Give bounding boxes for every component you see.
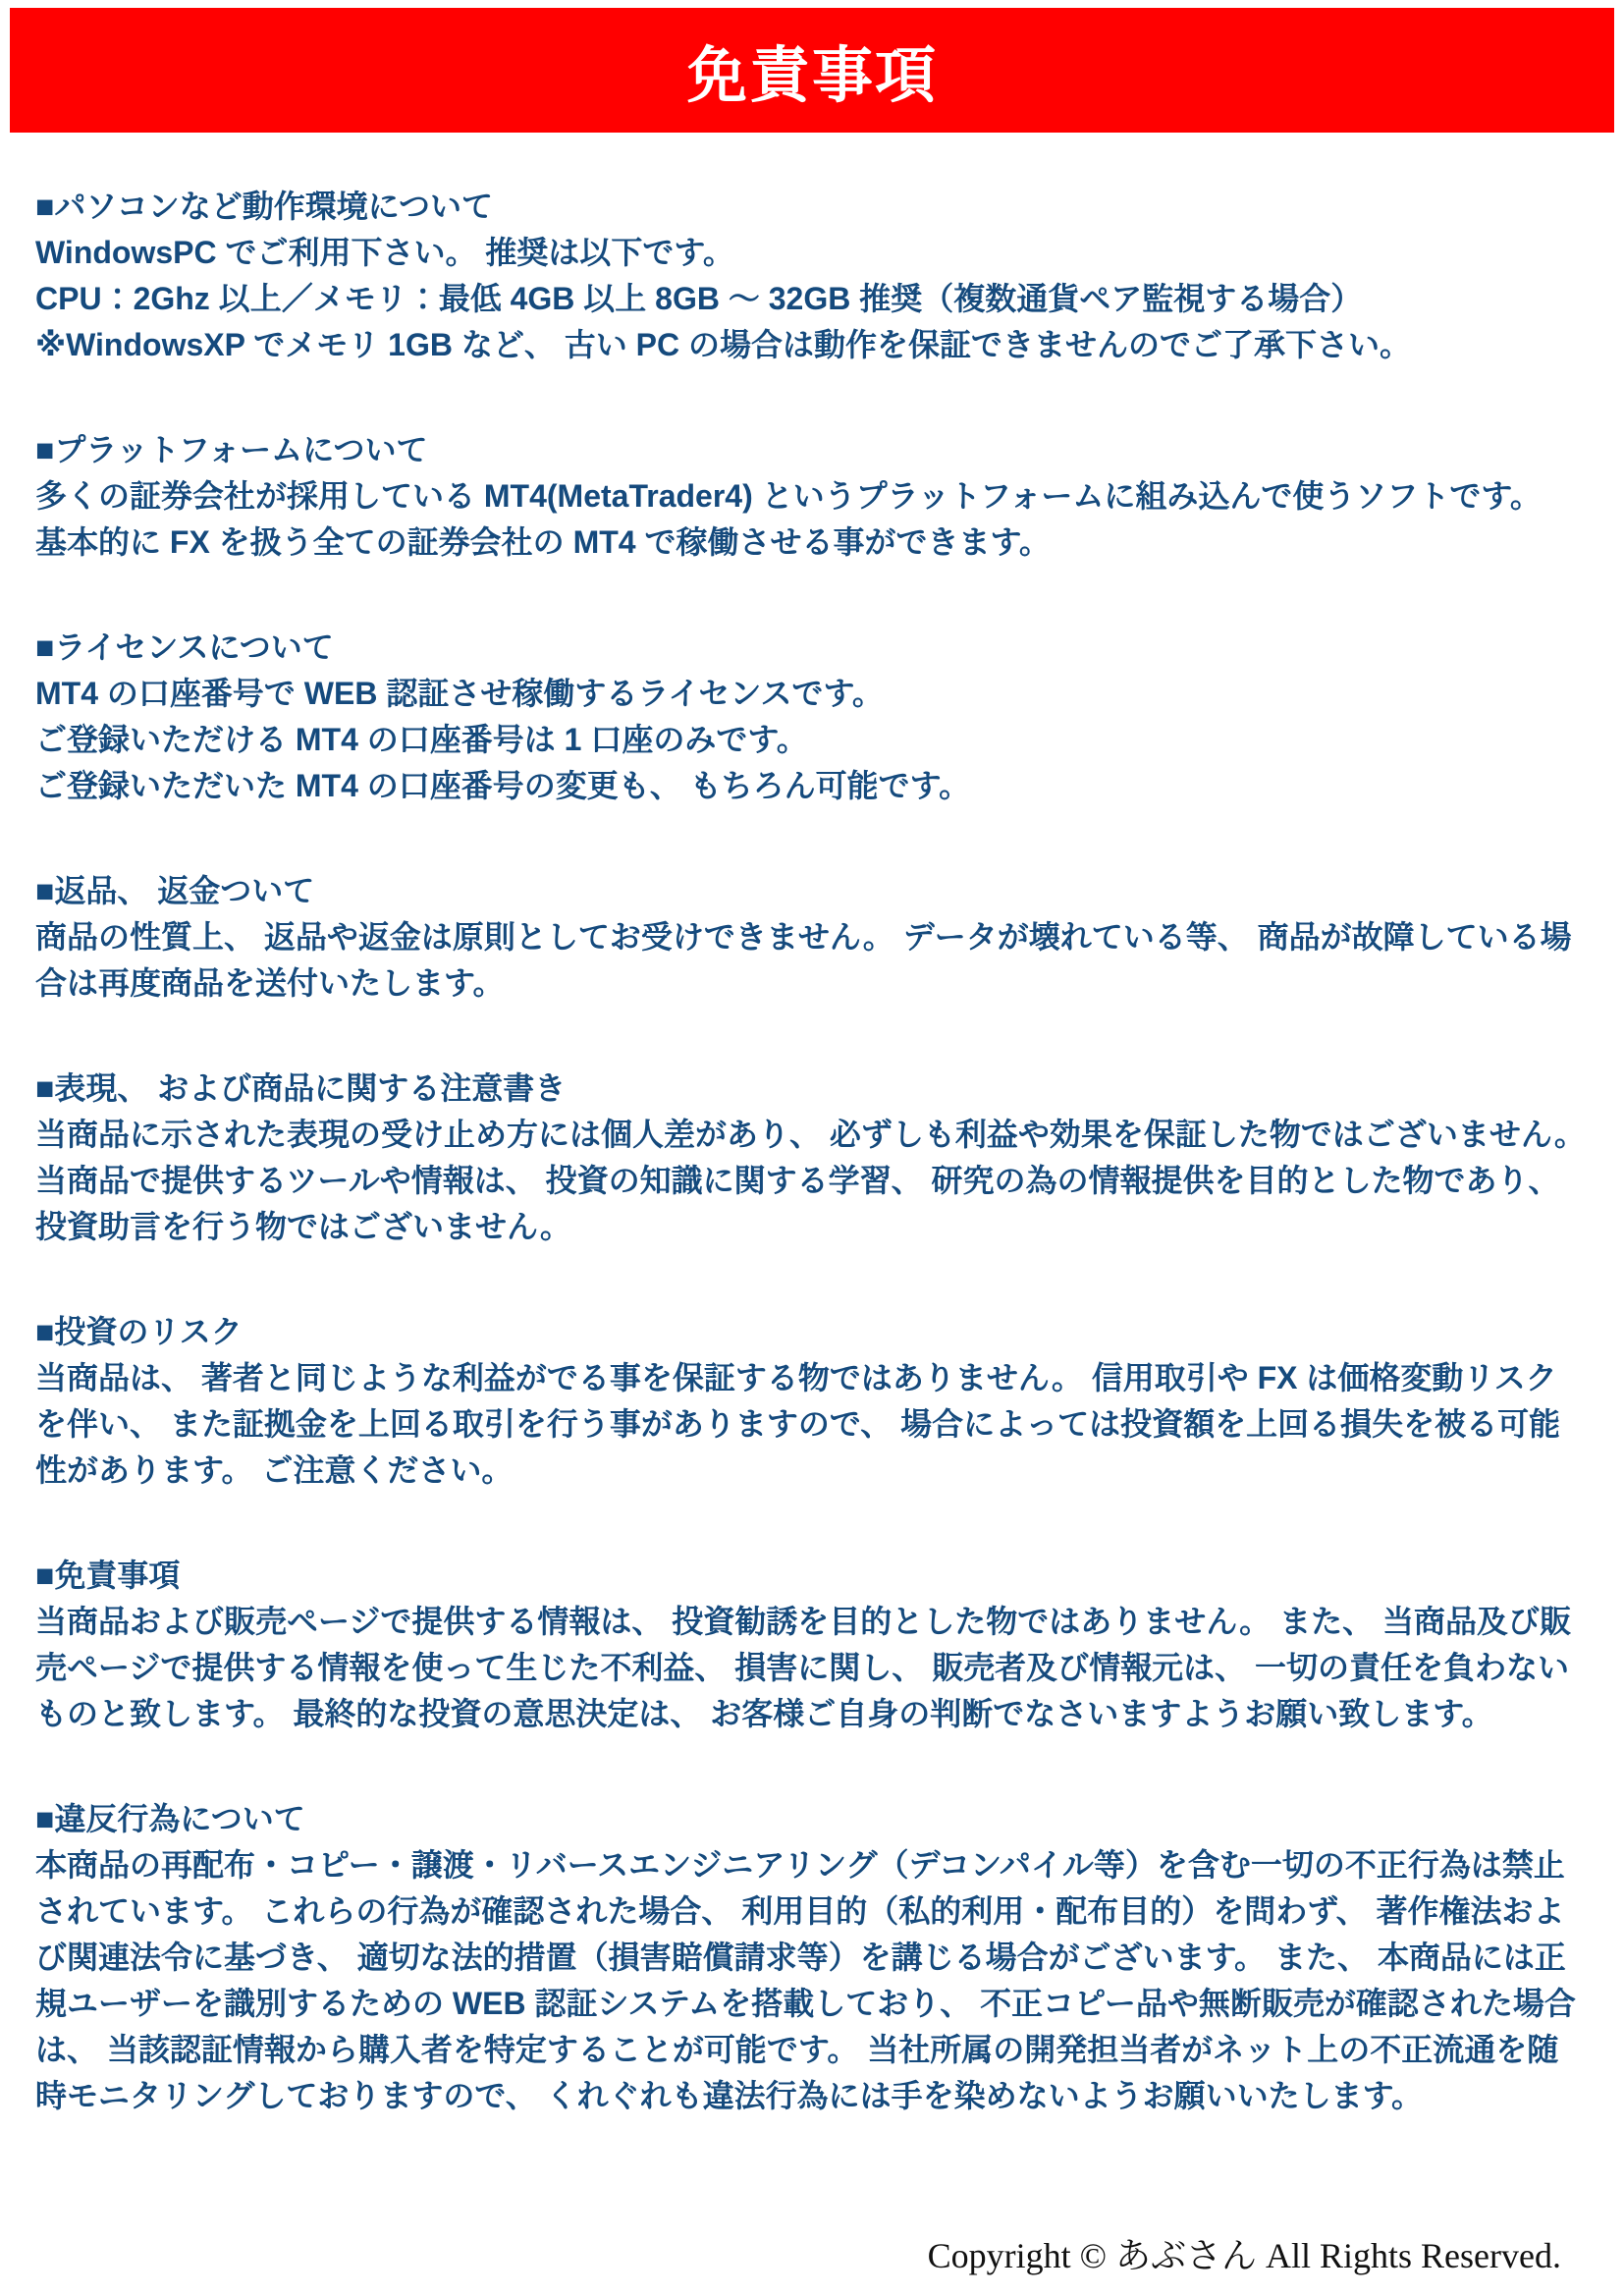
section-heading: ■プラットフォームについて	[35, 432, 428, 467]
section-paragraph: 当商品および販売ページで提供する情報は、 投資勧誘を目的とした物ではありません。 また、 当商品及び販売ページで提供する情報を使って生じた不利益、 損害に関し、 販売者及び情報元は、 一切の責任を負わないものと致します。 最終的な投資の意思決定は、 お客様ご自身の判断でなさいますようお願い致します。	[35, 1604, 1571, 1731]
section-disclaimer	[35, 1553, 1587, 1737]
section-paragraph: WindowsPC でご利用下さい。 推奨は以下です。	[35, 235, 734, 270]
section-paragraph: ご登録いただいた MT4 の口座番号の変更も、 もちろん可能です。	[35, 768, 971, 803]
section-paragraph: 商品の性質上、 返品や返金は原則としてお受けできません。 データが壊れている等、 商品が故障している場合は再度商品を送付いたします。	[35, 919, 1572, 1001]
section-pc-environment	[35, 184, 1587, 368]
section-heading: ■パソコンなど動作環境について	[35, 189, 494, 224]
section-heading: ■返品、 返金ついて	[35, 873, 315, 908]
section-platform	[35, 427, 1587, 566]
section-returns-refunds	[35, 868, 1587, 1007]
section-paragraph: 当商品に示された表現の受け止め方には個人差があり、 必ずしも利益や効果を保証した物ではございません。	[35, 1117, 1586, 1152]
section-heading: ■表現、 および商品に関する注意書き	[35, 1070, 567, 1106]
section-paragraph: 当商品は、 著者と同じような利益がでる事を保証する物ではありません。 信用取引や FX は価格変動リスクを伴い、 また証拠金を上回る取引を行う事がありますので、 場合によっては投資額を上回る損失を被る可能性があります。 ご注意ください。	[35, 1360, 1561, 1488]
title-banner	[10, 8, 1614, 133]
section-paragraph: ご登録いただける MT4 の口座番号は 1 口座のみです。	[35, 722, 808, 757]
section-heading: ■投資のリスク	[35, 1314, 243, 1349]
section-paragraph: ※WindowsXP でメモリ 1GB など、 古い PC の場合は動作を保証できませんのでご了承下さい。	[35, 327, 1411, 362]
section-paragraph: 多くの証券会社が採用している MT4(MetaTrader4) というプラットフォームに組み込んで使うソフトです。	[35, 478, 1542, 514]
section-prohibited-acts	[35, 1796, 1587, 2119]
section-heading: ■ライセンスについて	[35, 629, 334, 665]
section-paragraph: CPU：2Ghz 以上／メモリ：最低 4GB 以上 8GB ～ 32GB 推奨（複数通貨ペア監視する場合）	[35, 281, 1363, 316]
section-paragraph: 本商品の再配布・コピー・譲渡・リバースエンジニアリング（デコンパイル等）を含む一切の不正行為は禁止されています。 これらの行為が確認された場合、 利用目的（私的利用・配布目的）を問わず、 著作権法および関連法令に基づき、 適切な法的措置（損害賠償請求等）を講じる場合がございます。 また、 本商品には正規ユーザーを識別するための WEB 認証システムを搭載しており、 不正コピー品や無断販売が確認された場合は、 当該認証情報から購入者を特定することが可能です。 当社所属の開発担当者がネット上の不正流通を随時モニタリングしておりますので、 くれぐれも違法行為には手を染めないようお願いいたします。	[35, 1847, 1576, 2113]
page-title: 免責事項	[685, 42, 938, 110]
section-heading: ■違反行為について	[35, 1801, 305, 1836]
section-investment-risk	[35, 1309, 1587, 1494]
section-heading: ■免責事項	[35, 1558, 181, 1593]
section-expression-notice	[35, 1066, 1587, 1250]
copyright-notice: Copyright © あぶさん All Rights Reserved.	[927, 2236, 1561, 2275]
section-paragraph: 当商品で提供するツールや情報は、 投資の知識に関する学習、 研究の為の情報提供を目的とした物であり、 投資助言を行う物ではございません。	[35, 1163, 1560, 1244]
section-license	[35, 625, 1587, 809]
section-paragraph: 基本的に FX を扱う全ての証券会社の MT4 で稼働させる事ができます。	[35, 524, 1051, 560]
disclaimer-content	[0, 133, 1624, 2119]
section-paragraph: MT4 の口座番号で WEB 認証させ稼働するライセンスです。	[35, 676, 884, 711]
